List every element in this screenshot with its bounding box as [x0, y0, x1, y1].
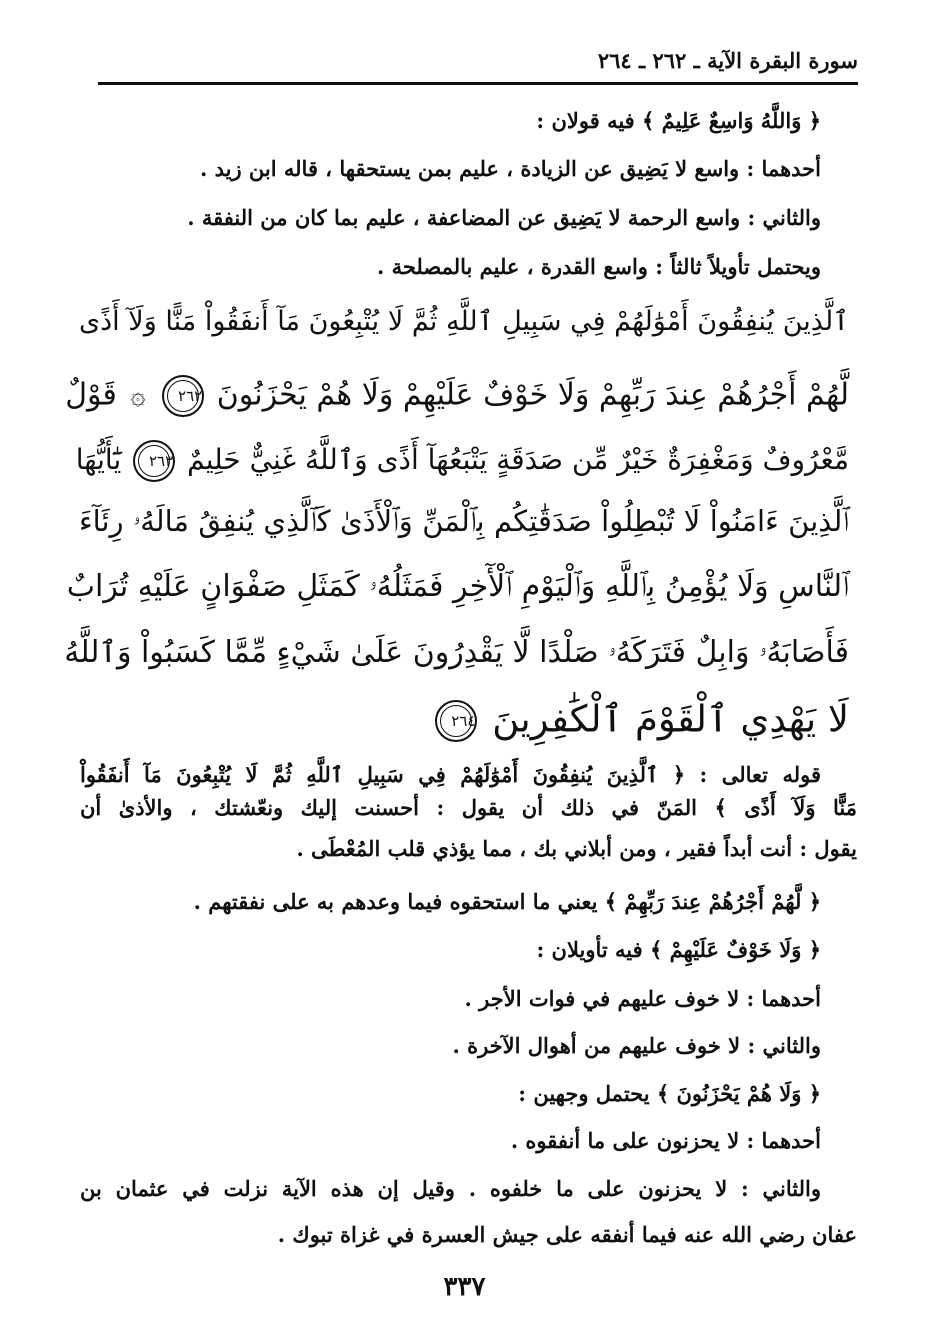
commentary-line: ويحتمل تأويلاً ثالثاً : واسع القدرة ، عليم بالمصلحة .	[376, 254, 821, 279]
page-number: ٣٣٧	[443, 1272, 486, 1302]
running-header	[98, 48, 858, 85]
quran-text: لَا يَهْدِي ٱلْقَوْمَ ٱلْكَٰفِرِينَ	[492, 697, 849, 741]
commentary-line: يقول : أنت أبداً فقير ، ومن أبلاني بك ، مما يؤذي قلب المُعْطَى .	[296, 836, 857, 861]
quran-line: ٱلَّذِينَ ءَامَنُواْ لَا تُبْطِلُواْ صَدَقَٰتِكُم بِٱلْمَنِّ وَٱلْأَذَىٰ كَٱلَّذِي يُنفِقُ مَالَهُۥ رِئَآءَ	[79, 504, 849, 538]
quran-text: قَوْلٌ	[65, 377, 117, 413]
commentary-line: أحدهما : لا خوف عليهم في فوات الأجر .	[464, 986, 821, 1011]
quran-line: ٱلنَّاسِ وَلَا يُؤْمِنُ بِٱللَّهِ وَٱلْيَوْمِ ٱلْأٓخِرِ فَمَثَلُهُۥ كَمَثَلِ صَفْوَانٍ عَلَيْهِ تُرَابٌ	[66, 569, 849, 604]
quran-line	[75, 440, 849, 482]
quran-text: مَّعْرُوفٌ وَمَغْفِرَةٌ خَيْرٌ مِّن صَدَقَةٍ يَتْبَعُهَآ أَذًى وَٱللَّهُ غَنِيٌّ حَلِيمٌ	[187, 443, 849, 476]
commentary-line: والثاني : لا يحزنون على ما خلفوه . وقيل إن هذه الآية نزلت في عثمان بن	[80, 1176, 821, 1201]
quran-line: فَأَصَابَهُۥ وَابِلٌ فَتَرَكَهُۥ صَلْدًا لَّا يَقْدِرُونَ عَلَىٰ شَيْءٍ مِّمَّا كَسَبُواْ وَٱللَّهُ	[64, 635, 849, 670]
quran-line: ٱلَّذِينَ يُنفِقُونَ أَمْوَٰلَهُمْ فِي سَبِيلِ ٱللَّهِ ثُمَّ لَا يُتْبِعُونَ مَآ أَنفَقُواْ مَنًّا وَلَآ أَذًى	[79, 306, 849, 337]
quran-line	[79, 697, 849, 742]
commentary-line: عفان رضي الله عنه فيما أنفقه على جيش العسرة في غزاة تبوك .	[277, 1222, 857, 1247]
commentary-line: قوله تعالى : ﴿ ٱلَّذِينَ يُنفِقُونَ أَمْوَٰلَهُمْ فِي سَبِيلِ ٱللَّهِ ثُمَّ لَا يُتْبِعُونَ مَآ أَنفَقُواْ	[80, 762, 821, 787]
commentary-line: ﴿ لَّهُمْ أَجْرُهُمْ عِندَ رَبِّهِمْ ﴾ يعني ما استحقوه فيما وعدهم به على نفقتهم .	[193, 889, 821, 914]
commentary-line: أحدهما : لا يحزنون على ما أنفقوه .	[510, 1128, 821, 1153]
ayah-number-marker: ٢٦٤	[435, 700, 477, 742]
commentary-line: والثاني : لا خوف عليهم من أهوال الآخرة .	[452, 1033, 821, 1058]
quran-text: يَٰٓأَيُّهَا	[75, 443, 122, 476]
commentary-line: أحدهما : واسع لا يَضِيق عن الزيادة ، عليم بمن يستحقها ، قاله ابن زيد .	[199, 156, 821, 181]
ayah-number-marker: ٢٦٣	[133, 440, 175, 482]
commentary-line: ﴿ وَلَا هُمْ يَحْزَنُونَ ﴾ يحتمل وجهين :	[518, 1081, 821, 1106]
header-title: سورة البقرة الآية ـ ٢٦٢ ـ ٢٦٤	[597, 48, 858, 73]
commentary-line: ﴿ وَلَا خَوْفٌ عَلَيْهِمْ ﴾ فيه تأويلان :	[536, 937, 821, 962]
ayah-number-marker: ٢٦٢	[162, 375, 204, 417]
commentary-line: ﴿ وَاللَّهُ وَاسِعٌ عَلِيمٌ ﴾ فيه قولان :	[536, 108, 821, 133]
quran-line	[65, 375, 849, 417]
quran-text: لَّهُمْ أَجْرُهُمْ عِندَ رَبِّهِمْ وَلَا خَوْفٌ عَلَيْهِمْ وَلَا هُمْ يَحْزَنُونَ	[216, 377, 849, 413]
commentary-line: والثاني : واسع الرحمة لا يَضِيق عن المضاعفة ، عليم بما كان من النفقة .	[187, 205, 821, 230]
commentary-line: مَنًّا وَلَآ أَذًى ﴾ المَنّ في ذلك أن يقول : أحسنت إليك ونعّشتك ، والأذىٰ أن	[80, 795, 857, 820]
rub-el-hizb-icon: ۞	[130, 381, 146, 411]
